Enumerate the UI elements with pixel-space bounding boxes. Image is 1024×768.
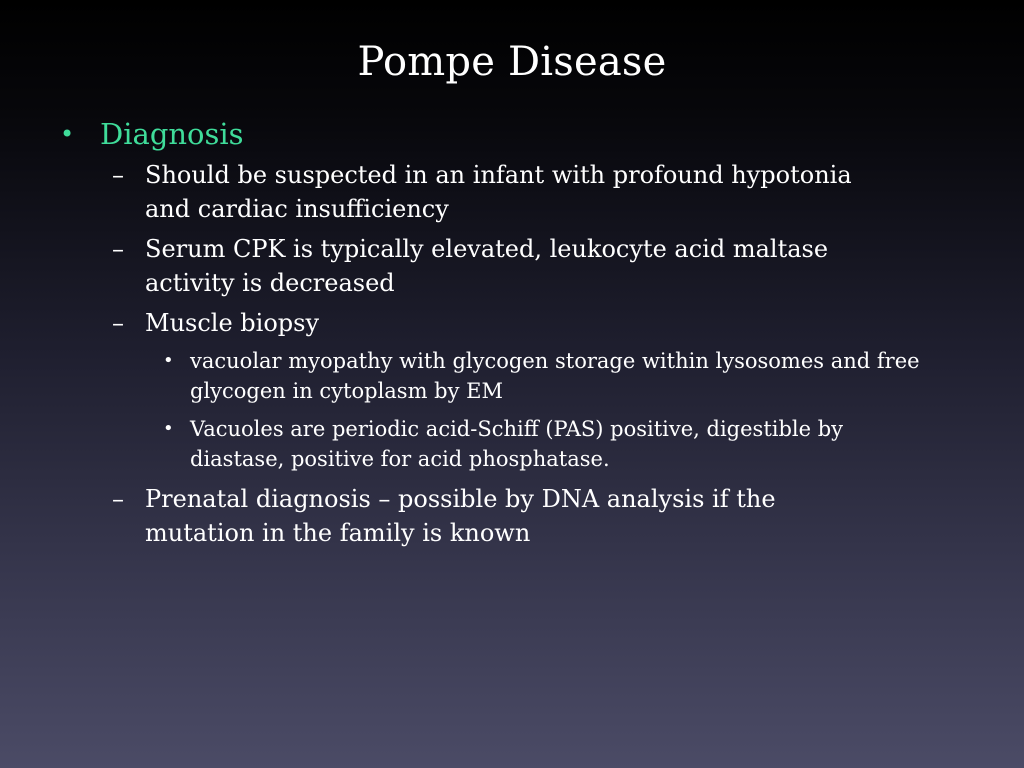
bullet-icon: • — [163, 350, 174, 371]
list-item — [56, 158, 865, 226]
sub-list-item-text: vacuolar myopathy with glycogen storage within lysosomes and free glycogen in cytoplasm by EM — [190, 349, 920, 403]
dash-icon: – — [112, 485, 124, 513]
sub-list-item-text: Vacuoles are periodic acid-Schiff (PAS) positive, digestible by diastase, positive for acid phosphatase. — [190, 417, 844, 471]
sub-list-item — [56, 346, 930, 406]
dash-icon: – — [112, 235, 124, 263]
dash-icon: – — [112, 309, 124, 337]
list-item — [56, 232, 865, 300]
list-item-text: Serum CPK is typically elevated, leukocyte acid maltase activity is decreased — [145, 235, 829, 297]
heading-bullet-diagnosis — [56, 116, 956, 152]
heading-text: Diagnosis — [100, 117, 244, 151]
bullet-icon: • — [163, 418, 174, 439]
bullet-icon: • — [60, 120, 75, 148]
dash-icon: – — [112, 161, 124, 189]
list-item-text: Muscle biopsy — [145, 309, 320, 337]
list-item — [56, 482, 865, 550]
slide-title: Pompe Disease — [357, 39, 667, 85]
slide-content — [56, 116, 956, 556]
list-item-text: Should be suspected in an infant with profound hypotonia and cardiac insufficiency — [145, 161, 852, 223]
list-item — [56, 306, 865, 340]
sub-list-item — [56, 414, 930, 474]
list-item-text: Prenatal diagnosis – possible by DNA analysis if the mutation in the family is known — [145, 485, 776, 547]
